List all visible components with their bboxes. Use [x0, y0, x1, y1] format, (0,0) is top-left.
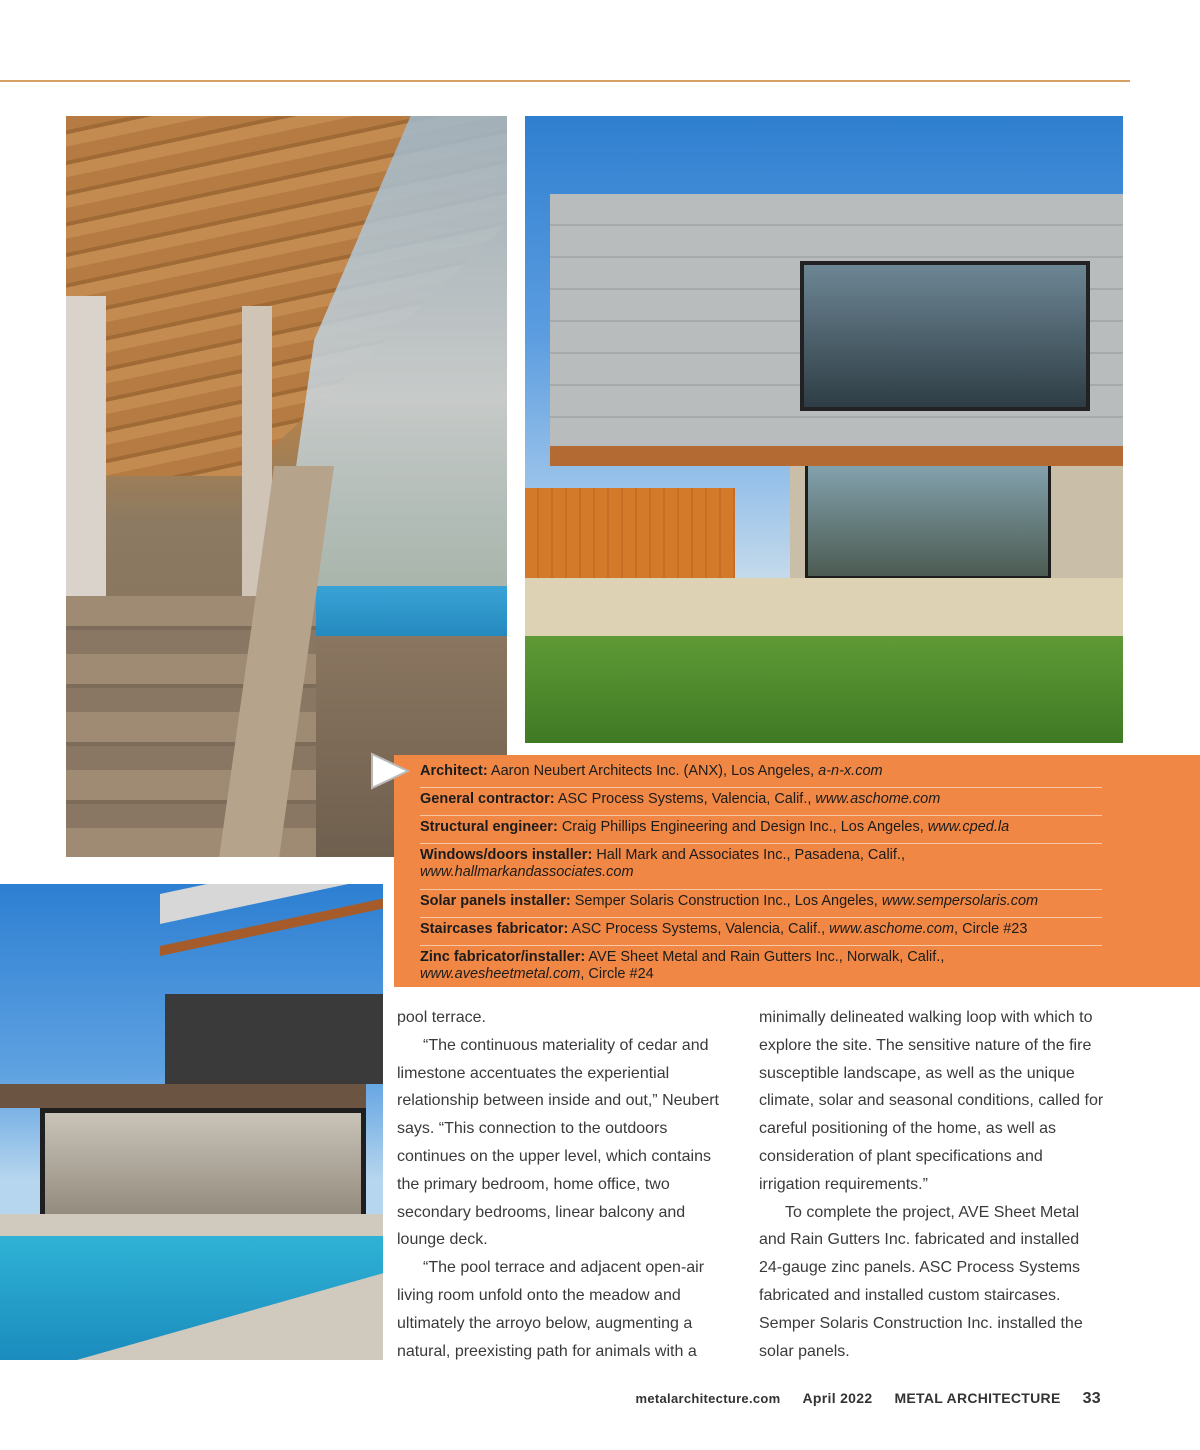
credit-url[interactable]: www.cped.la [927, 819, 1010, 835]
credit-url[interactable]: www.hallmarkandassociates.com [420, 864, 634, 880]
lower-roof [0, 1084, 366, 1108]
footer-date: April 2022 [802, 1390, 873, 1406]
top-rule [0, 80, 1130, 82]
footer-magazine: METAL ARCHITECTURE [894, 1390, 1061, 1406]
credit-structural-engineer: Structural engineer: Craig Phillips Engineering and Design Inc., Los Angeles, www.cped.la [420, 816, 1102, 844]
paragraph: pool terrace. [397, 1009, 486, 1026]
credit-url[interactable]: www.aschome.com [815, 791, 941, 807]
glass-living-room [40, 1108, 366, 1228]
page-footer [613, 1390, 1101, 1408]
upper-balcony [165, 994, 383, 1084]
paragraph: “The pool terrace and adjacent open-air living room unfold onto the meadow and ultimately the arroyo below, augmenting a natural, preexisting path for animals with a [397, 1259, 705, 1360]
paragraph: To complete the project, AVE Sheet Metal and Rain Gutters Inc. fabricated and installed 24-gauge zinc panels. ASC Process Systems fabricated and installed custom staircases. Semper Solaris Construction Inc. installed the solar panels. [759, 1203, 1083, 1360]
upper-window [800, 261, 1090, 411]
lower-window [805, 454, 1051, 579]
lawn [525, 636, 1123, 743]
upper-roof [160, 884, 383, 924]
credits-list [420, 760, 1102, 991]
cedar-wall [525, 488, 735, 580]
credit-architect: Architect: Aaron Neubert Architects Inc. (ANX), Los Angeles, a-n-x.com [420, 760, 1102, 788]
paragraph: minimally delineated walking loop with which to explore the site. The sensitive nature of the fire susceptible landscape, as well as the unique climate, solar and seasonal conditions, called for careful positioning of the home, as well as consideration of plant specifications and irrigation requirements.” [759, 1009, 1104, 1193]
credit-url[interactable]: www.avesheetmetal.com [420, 966, 581, 982]
footer-site[interactable]: metalarchitecture.com [635, 1391, 781, 1406]
credit-windows-doors: Windows/doors installer: Hall Mark and Associates Inc., Pasadena, Calif., www.hallmarkandassociates.com [420, 844, 1102, 890]
credit-url[interactable]: a-n-x.com [818, 763, 883, 779]
credit-url[interactable]: www.sempersolaris.com [881, 893, 1039, 909]
play-arrow-icon [370, 752, 410, 790]
credit-solar-panels: Solar panels installer: Semper Solaris Construction Inc., Los Angeles, www.sempersolaris.com [420, 890, 1102, 918]
exterior-house-photo [525, 116, 1123, 743]
article-column-1 [397, 1004, 732, 1365]
article-column-2 [759, 1004, 1104, 1365]
page-number: 33 [1082, 1390, 1101, 1407]
paragraph: “The continuous materiality of cedar and limestone accentuates the experiential relationship between inside and out,” Neubert says. “This connection to the outdoors continues on the upper level, which contains the primary bedroom, home office, two secondary bedrooms, linear balcony and lounge deck. [397, 1036, 719, 1249]
credit-staircases: Staircases fabricator: ASC Process Systems, Valencia, Calif., www.aschome.com, Circle #23 [420, 918, 1102, 946]
credit-zinc-fabricator: Zinc fabricator/installer: AVE Sheet Metal and Rain Gutters Inc., Norwalk, Calif., www.avesheetmetal.com, Circle #24 [420, 949, 945, 982]
pool-exterior-photo [0, 884, 383, 1360]
credit-url[interactable]: www.aschome.com [829, 921, 955, 937]
interior-staircase-photo [66, 116, 507, 857]
cedar-soffit [550, 446, 1123, 466]
credit-general-contractor: General contractor: ASC Process Systems, Valencia, Calif., www.aschome.com [420, 788, 1102, 816]
